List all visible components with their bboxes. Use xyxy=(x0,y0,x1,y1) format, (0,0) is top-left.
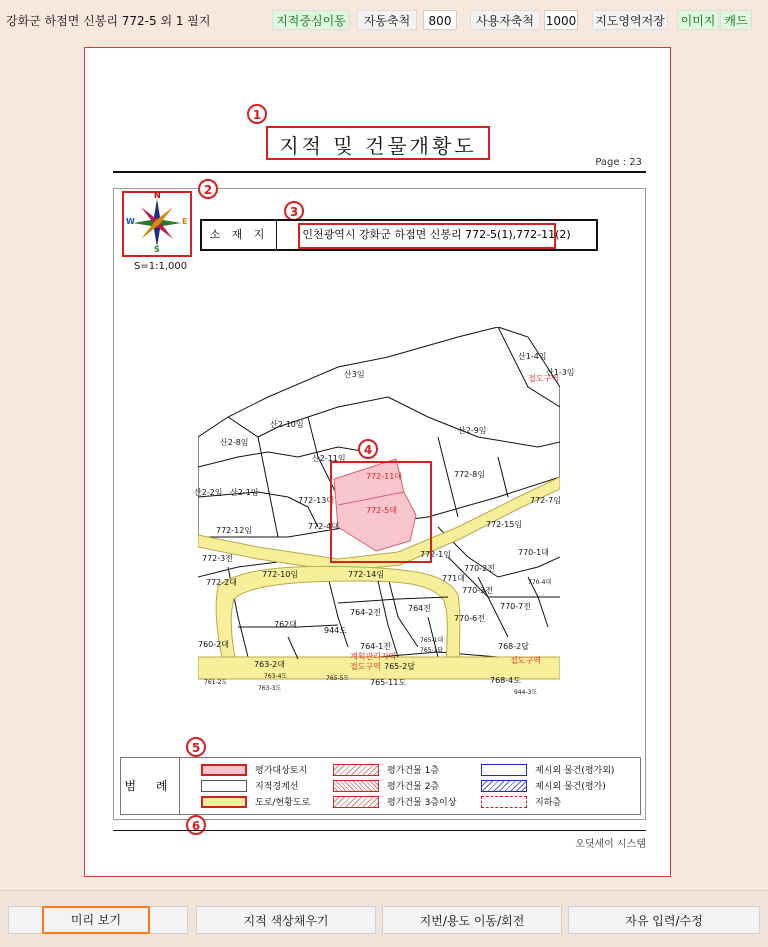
parcel-label: 763-3도 xyxy=(258,685,282,692)
parcel-label: 765-5도 xyxy=(326,675,350,682)
marker-1: 1 xyxy=(247,104,267,124)
legend-swatch xyxy=(333,796,379,808)
parcel-label: 772-10임 xyxy=(262,570,299,579)
system-name: 오딧세이 시스템 xyxy=(575,839,646,850)
parcel-label: 764전 xyxy=(408,604,431,613)
parcel-label: 산3임 xyxy=(344,370,365,379)
save-map-area-button[interactable]: 지도영역저장 xyxy=(592,10,668,30)
marker-2: 2 xyxy=(198,179,218,199)
marker-5: 5 xyxy=(186,737,206,757)
legend-swatch xyxy=(333,764,379,776)
page-number: Page : 23 xyxy=(595,157,642,168)
legend-title: 범 례 xyxy=(121,758,180,814)
parcel-label: 765-2답 xyxy=(384,662,415,671)
parcel-label: 산2-9임 xyxy=(458,426,487,435)
scale-label: S=1:1,000 xyxy=(134,261,188,272)
user-scale-input[interactable]: 1000 xyxy=(544,10,578,30)
title-rule xyxy=(113,171,646,173)
legend: 범 례 평가대상토지 지적경계선 도로/현황도로 평가건물 1층 평가건물 2층 평가건물 3층이상 제시외 물건(평가외) 제시외 물건(평가) 지하층 xyxy=(120,757,641,815)
legend-swatch xyxy=(481,764,527,776)
document-title: 지적 및 건물개황도 xyxy=(279,134,477,158)
cad-button[interactable]: 캐드 xyxy=(720,10,752,30)
parcel-label: 765-1대 xyxy=(420,637,444,644)
parcel-label: 770-6전 xyxy=(454,614,485,623)
parcel-label: 772-13대 xyxy=(298,496,335,505)
marker-6: 6 xyxy=(186,815,206,835)
legend-swatch xyxy=(201,780,247,792)
footer-rule xyxy=(113,830,646,831)
auto-scale-value[interactable]: 800 xyxy=(423,10,457,30)
parcel-label: 768-4도 xyxy=(490,676,521,685)
compass-s: S xyxy=(154,245,160,254)
subject-parcel-highlight-box xyxy=(330,461,432,563)
free-input-button[interactable]: 자유 입력/수정 xyxy=(568,906,760,934)
zone-label: 접도구역 xyxy=(510,656,541,665)
parcel-label: 760-2대 xyxy=(198,640,229,649)
parcel-label: 산2-11임 xyxy=(312,454,346,463)
parcel-label: 765-1답 xyxy=(420,647,444,654)
fill-color-button[interactable]: 지적 색상채우기 xyxy=(196,906,376,934)
auto-scale-button[interactable]: 자동축척 xyxy=(357,10,417,30)
parcel-label: 764-2전 xyxy=(350,608,381,617)
compass-e: E xyxy=(182,217,188,226)
legend-swatch xyxy=(201,764,247,776)
preview-button[interactable]: 미리 보기 xyxy=(42,906,150,934)
parcel-label: 772-4대 xyxy=(308,522,339,531)
center-parcel-button[interactable]: 지적중심이동 xyxy=(272,10,350,30)
parcel-label: 772-1임 xyxy=(420,550,451,559)
legend-swatch xyxy=(333,780,379,792)
compass-n: N xyxy=(154,191,161,200)
parcel-label: 772-12임 xyxy=(216,526,253,535)
top-toolbar xyxy=(0,0,768,40)
parcel-label: 772-3전 xyxy=(202,554,233,563)
zone-label: 계획관리지역 xyxy=(350,652,397,661)
parcel-label: 768-2답 xyxy=(498,642,529,651)
parcel-label: 산2-2임 xyxy=(194,488,223,497)
parcel-label: 772-14임 xyxy=(348,570,385,579)
parcel-label: 764-1전 xyxy=(360,642,391,651)
parcel-label: 762대 xyxy=(274,620,297,629)
marker-3: 3 xyxy=(284,201,304,221)
parcel-label: 763-2대 xyxy=(254,660,285,669)
legend-swatch xyxy=(481,796,527,808)
parcel-label: 770-4대 xyxy=(528,579,552,586)
parcel-label-subject: 772-11대 xyxy=(366,472,403,481)
address-value: 인천광역시 강화군 하점면 신봉리 772-5(1),772-11(2) xyxy=(302,228,571,241)
parcel-label: 772-15임 xyxy=(486,520,523,529)
map-frame xyxy=(113,183,646,833)
parcel-label: 772-2대 xyxy=(206,578,237,587)
parcel-label: 산2-8임 xyxy=(220,438,249,447)
parcel-label-subject: 772-5대 xyxy=(366,506,397,515)
parcel-label: 761-2도 xyxy=(204,679,228,686)
image-button[interactable]: 이미지 xyxy=(677,10,719,30)
parcel-label: 771대 xyxy=(442,574,465,583)
parcel-label: 산2-1임 xyxy=(230,488,259,497)
parcel-label: 772-7임 xyxy=(530,496,561,505)
zone-label: 접도구역 xyxy=(350,662,381,671)
parcel-label: 763-4도 xyxy=(264,673,288,680)
parcel-label: 770-3전 xyxy=(462,586,493,595)
parcel-label: 772-8임 xyxy=(454,470,485,479)
compass-w: W xyxy=(126,217,135,226)
parcel-label: 944-3도 xyxy=(514,689,538,696)
legend-swatch xyxy=(201,796,247,808)
parcel-label: 770-1대 xyxy=(518,548,549,557)
parcel-label: 944도 xyxy=(324,626,347,635)
document-page xyxy=(84,47,671,877)
window-title: 강화군 하점면 신봉리 772-5 외 1 필지 xyxy=(6,14,211,28)
parcel-label: 765-11도 xyxy=(370,678,407,687)
zone-label: 접도구역 xyxy=(528,374,559,383)
legend-swatch xyxy=(481,780,527,792)
marker-4: 4 xyxy=(358,439,378,459)
parcel-label: 산1-4임 xyxy=(518,352,547,361)
address-highlight-box xyxy=(298,223,556,249)
parcel-label: 770-7전 xyxy=(500,602,531,611)
user-scale-button[interactable]: 사용자축척 xyxy=(470,10,540,30)
parcel-label: 산1-3임 xyxy=(546,368,575,377)
parcel-label: 산2-10임 xyxy=(270,420,304,429)
address-label: 소 재 지 xyxy=(202,221,277,249)
parcel-label: 770-2전 xyxy=(464,564,495,573)
move-rotate-button[interactable]: 지번/용도 이동/회전 xyxy=(382,906,562,934)
